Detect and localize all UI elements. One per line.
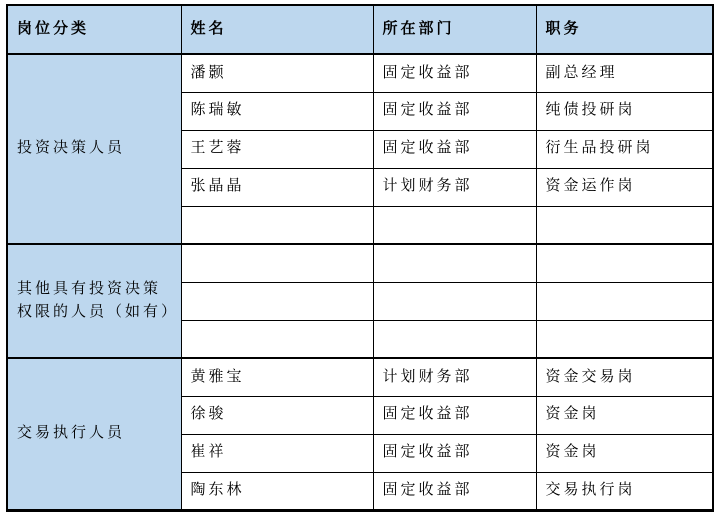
category-cell-trade-execution: 交易执行人员 bbox=[7, 358, 181, 510]
dept-cell: 固定收益部 bbox=[373, 434, 536, 472]
name-cell: 张晶晶 bbox=[181, 168, 373, 206]
title-cell bbox=[536, 320, 713, 358]
title-cell: 副总经理 bbox=[536, 54, 713, 92]
name-cell: 徐骏 bbox=[181, 396, 373, 434]
header-cell-name: 姓名 bbox=[181, 5, 373, 54]
personnel-table bbox=[6, 4, 714, 512]
dept-cell: 固定收益部 bbox=[373, 130, 536, 168]
dept-cell bbox=[373, 206, 536, 244]
dept-cell bbox=[373, 320, 536, 358]
table-row bbox=[7, 244, 713, 282]
header-row bbox=[7, 5, 713, 54]
title-cell: 资金运作岗 bbox=[536, 168, 713, 206]
title-cell: 资金岗 bbox=[536, 434, 713, 472]
title-cell: 交易执行岗 bbox=[536, 472, 713, 510]
name-cell: 崔祥 bbox=[181, 434, 373, 472]
dept-cell: 计划财务部 bbox=[373, 358, 536, 396]
table-row bbox=[7, 54, 713, 92]
title-cell: 资金交易岗 bbox=[536, 358, 713, 396]
name-cell bbox=[181, 282, 373, 320]
name-cell: 陶东林 bbox=[181, 472, 373, 510]
dept-cell bbox=[373, 244, 536, 282]
title-cell bbox=[536, 206, 713, 244]
title-cell: 资金岗 bbox=[536, 396, 713, 434]
name-cell bbox=[181, 244, 373, 282]
title-cell bbox=[536, 244, 713, 282]
title-cell bbox=[536, 282, 713, 320]
name-cell: 王艺蓉 bbox=[181, 130, 373, 168]
dept-cell: 固定收益部 bbox=[373, 472, 536, 510]
title-cell: 纯债投研岗 bbox=[536, 92, 713, 130]
dept-cell: 固定收益部 bbox=[373, 54, 536, 92]
name-cell: 潘颢 bbox=[181, 54, 373, 92]
dept-cell: 固定收益部 bbox=[373, 92, 536, 130]
table-row bbox=[7, 358, 713, 396]
dept-cell: 计划财务部 bbox=[373, 168, 536, 206]
dept-cell: 固定收益部 bbox=[373, 396, 536, 434]
table-header bbox=[7, 5, 713, 54]
name-cell: 黄雅宝 bbox=[181, 358, 373, 396]
header-cell-category: 岗位分类 bbox=[7, 5, 181, 54]
category-cell-other-decision: 其他具有投资决策权限的人员（如有） bbox=[7, 244, 181, 358]
table-body bbox=[7, 54, 713, 510]
category-cell-investment-decision: 投资决策人员 bbox=[7, 54, 181, 244]
name-cell: 陈瑞敏 bbox=[181, 92, 373, 130]
name-cell bbox=[181, 206, 373, 244]
name-cell bbox=[181, 320, 373, 358]
header-cell-department: 所在部门 bbox=[373, 5, 536, 54]
dept-cell bbox=[373, 282, 536, 320]
title-cell: 衍生品投研岗 bbox=[536, 130, 713, 168]
header-cell-title: 职务 bbox=[536, 5, 713, 54]
